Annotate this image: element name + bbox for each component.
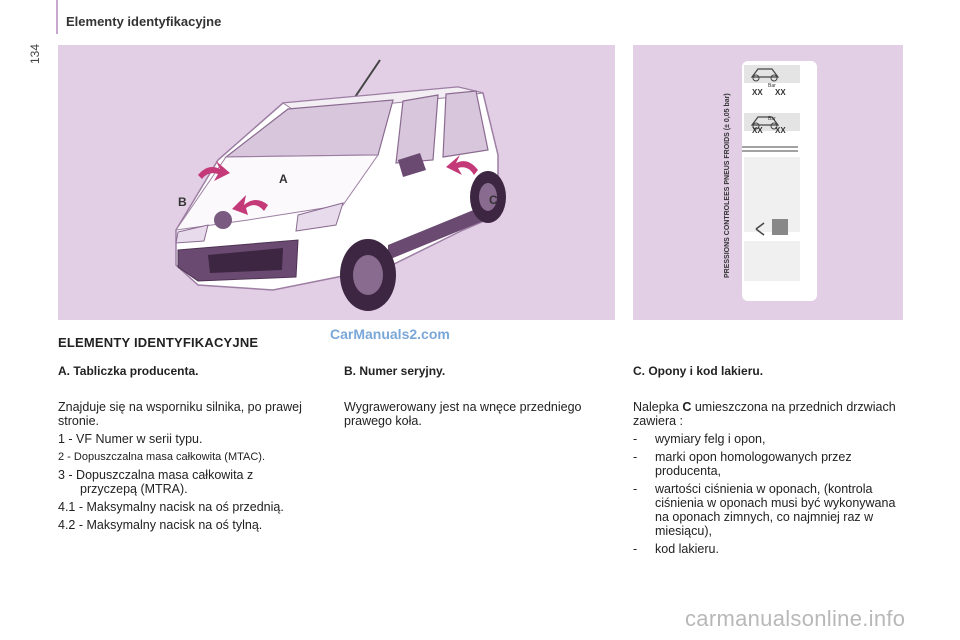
page-header-title: Elementy identyfikacyjne bbox=[66, 14, 222, 29]
list-dash: - bbox=[633, 450, 638, 464]
column-a-item-1: 1 - VF Numer w serii typu. bbox=[58, 432, 203, 446]
column-a bbox=[58, 364, 338, 536]
page-number: 134 bbox=[28, 43, 42, 64]
tyre-pressure-sticker bbox=[742, 61, 817, 301]
footer-watermark: carmanualsonline.info bbox=[685, 606, 906, 631]
column-a-heading: A. Tabliczka producenta. bbox=[58, 364, 199, 378]
column-b-text: Wygrawerowany jest na wnęce przedniego prawego koła. bbox=[344, 400, 582, 428]
callout-b: B bbox=[178, 195, 187, 209]
column-a-item-4: 4.1 - Maksymalny nacisk na oś przednią. bbox=[58, 500, 284, 514]
list-item bbox=[633, 542, 903, 556]
list-item-text: wymiary felg i opon, bbox=[655, 432, 766, 446]
list-item-text: marki opon homologowanych przez producenta, bbox=[655, 450, 852, 478]
list-item bbox=[633, 482, 903, 538]
column-c-intro-bold: C bbox=[682, 400, 692, 414]
callout-a: A bbox=[279, 172, 288, 186]
bar-label-1: Bar bbox=[768, 83, 776, 89]
column-c-intro-before: Nalepka bbox=[633, 400, 683, 414]
header-accent-bar bbox=[56, 0, 58, 34]
front-pressure-2: XX bbox=[752, 126, 763, 135]
column-a-intro: Znajduje się na wsporniku silnika, po prawej stronie. bbox=[58, 400, 302, 428]
front-pressure-1: XX bbox=[752, 88, 763, 97]
callout-c: C bbox=[489, 193, 498, 207]
column-c-intro bbox=[633, 400, 903, 428]
column-a-item-3: 3 - Dopuszczalna masa całkowita z bbox=[58, 468, 254, 482]
column-c-heading: C. Opony i kod lakieru. bbox=[633, 364, 764, 378]
rear-pressure-2: XX bbox=[775, 126, 786, 135]
watermark: CarManuals2.com bbox=[330, 326, 450, 342]
list-item-text: wartości ciśnienia w oponach, (kontrola ciśnienia w oponach musi być wykonywana na oponach zimnych, co najmniej raz w miesiącu), bbox=[655, 482, 896, 538]
column-c bbox=[633, 364, 903, 560]
list-item bbox=[633, 450, 903, 478]
rear-pressure-1: XX bbox=[775, 88, 786, 97]
column-a-item-2: 2 - Dopuszczalna masa całkowita (MTAC). bbox=[58, 451, 266, 463]
column-b-heading: B. Numer seryjny. bbox=[344, 364, 446, 378]
section-heading: ELEMENTY IDENTYFIKACYJNE bbox=[58, 335, 259, 350]
column-c-intro-after: umieszczona na przednich drzwiach zawiera : bbox=[633, 400, 896, 428]
list-dash: - bbox=[633, 432, 638, 446]
vehicle-illustration-panel bbox=[58, 45, 615, 320]
tyre-label-vertical-text: PRESSIONS CONTROLEES PNEUS FROIDS (± 0,05 bar) bbox=[724, 93, 731, 278]
vehicle-illustration bbox=[58, 45, 615, 320]
column-a-item-3-cont: przyczepą (MTRA). bbox=[80, 482, 188, 496]
list-dash: - bbox=[633, 542, 638, 556]
list-dash: - bbox=[633, 482, 638, 496]
column-a-item-5: 4.2 - Maksymalny nacisk na oś tylną. bbox=[58, 518, 263, 532]
tyre-sticker-graphic bbox=[742, 61, 817, 301]
column-b bbox=[344, 364, 584, 432]
list-item bbox=[633, 432, 903, 446]
list-item-text: kod lakieru. bbox=[655, 542, 719, 556]
bar-label-2: Bar bbox=[768, 116, 776, 122]
paint-code-box-icon bbox=[772, 219, 788, 235]
